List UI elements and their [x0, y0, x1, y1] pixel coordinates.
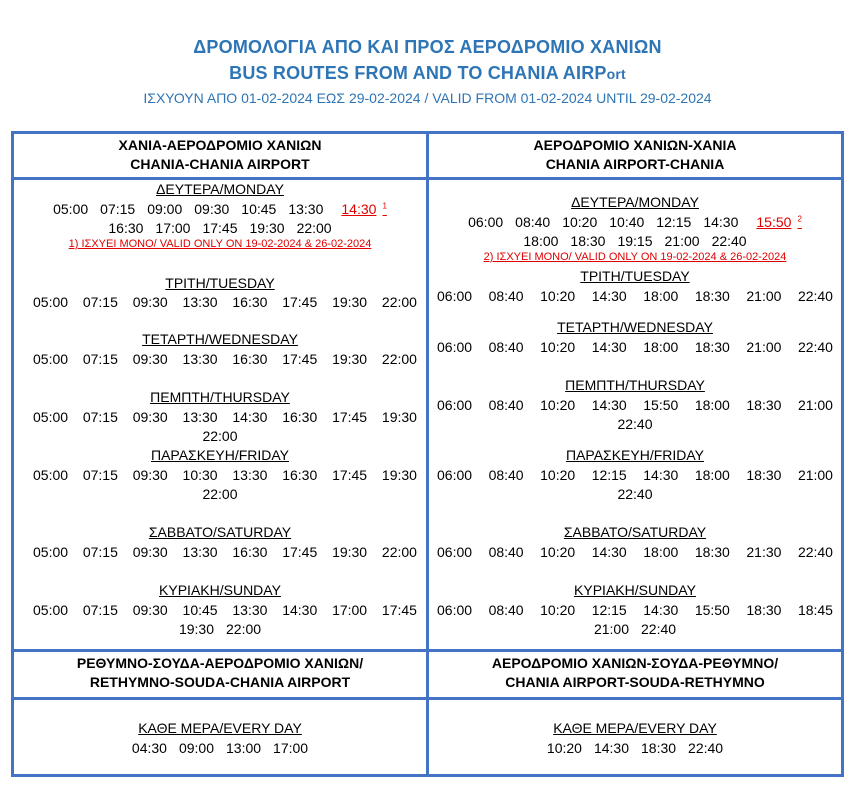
right-monday-label: ΔΕΥΤΕΡΑ/MONDAY	[571, 194, 699, 210]
departure-time: 09:30	[132, 409, 168, 425]
right-route-title	[429, 136, 841, 174]
departure-time: 18:30	[746, 602, 782, 618]
right-route-title-en: CHANIA AIRPORT-CHANIA	[545, 156, 725, 172]
departure-time: 17:00	[332, 602, 368, 618]
departure-time: 12:15	[656, 214, 692, 230]
left-saturday-label: ΣΑΒΒΑΤΟ/SATURDAY	[148, 524, 292, 540]
left-monday-note: 1) ΙΣΧΥΕΙ ΜΟΝΟ/ VALID ONLY ON 19-02-2024 & 26-02-2024	[68, 238, 372, 250]
departure-time: 19:30	[332, 351, 368, 367]
departure-time: 17:45	[381, 602, 417, 618]
footnote-mark: 2	[797, 214, 802, 224]
left-tuesday-row1	[33, 294, 417, 308]
departure-time: 05:00	[33, 351, 69, 367]
departure-time: 16:30	[232, 351, 268, 367]
bottom-right-times	[429, 740, 841, 756]
departure-time: 22:00	[381, 294, 417, 308]
departure-time: 22:00	[381, 544, 417, 560]
departure-time: 22:00	[381, 351, 417, 367]
departure-time: 22:00	[202, 486, 238, 502]
right-monday-row2	[429, 233, 841, 249]
special-time: 15:50	[756, 214, 792, 230]
departure-time: 07:15	[82, 467, 118, 483]
departure-time: 18:00	[523, 233, 559, 249]
departure-time: 09:30	[194, 201, 230, 217]
departure-time: 06:00	[437, 602, 473, 618]
departure-time: 18:45	[797, 602, 833, 618]
departure-time: 10:20	[562, 214, 598, 230]
left-monday-special-time	[335, 201, 387, 217]
right-friday-row1	[437, 467, 833, 483]
departure-time: 15:50	[643, 397, 679, 413]
departure-time: 07:15	[100, 201, 136, 217]
departure-time: 18:30	[641, 740, 677, 756]
departure-time: 07:15	[82, 602, 118, 618]
departure-time: 17:00	[155, 220, 191, 236]
departure-time: 18:00	[643, 339, 679, 355]
departure-time: 13:30	[182, 351, 218, 367]
right-sunday-row2	[429, 621, 841, 637]
right-friday-row2	[429, 486, 841, 502]
departure-time: 13:30	[182, 294, 218, 308]
page-title-english	[0, 63, 855, 84]
departure-time: 21:00	[746, 339, 782, 355]
departure-time: 22:40	[797, 339, 833, 355]
departure-time: 16:30	[282, 409, 318, 425]
left-route-title-gr: ΧΑΝΙΑ-ΑΕΡΟΔΡΟΜΙΟ ΧΑΝΙΩΝ	[118, 137, 322, 153]
right-route-title-gr: ΑΕΡΟΔΡΟΜΙΟ ΧΑΝΙΩΝ-ΧΑΝΙΑ	[533, 137, 737, 153]
right-saturday-row1	[437, 544, 833, 560]
page-title-greek: ΔΡΟΜΟΛΟΓΙΑ ΑΠΟ ΚΑΙ ΠΡΟΣ ΑΕΡΟΔΡΟΜΙΟ ΧΑΝΙΩΝ	[193, 37, 662, 57]
left-monday-row2	[14, 220, 426, 236]
departure-time: 22:40	[617, 486, 653, 502]
departure-time: 22:40	[688, 740, 724, 756]
departure-time: 17:45	[202, 220, 238, 236]
departure-time: 10:20	[540, 288, 576, 304]
departure-time: 16:30	[108, 220, 144, 236]
departure-time: 14:30	[593, 740, 629, 756]
departure-time: 06:00	[437, 397, 473, 413]
departure-time: 10:20	[546, 740, 582, 756]
right-wednesday-label: ΤΕΤΑΡΤΗ/WEDNESDAY	[557, 319, 713, 335]
departure-time: 22:40	[641, 621, 677, 637]
departure-time: 16:30	[282, 467, 318, 483]
departure-time: 14:30	[591, 397, 627, 413]
departure-time: 12:15	[591, 602, 627, 618]
departure-time: 08:40	[488, 467, 524, 483]
left-thursday-row1	[33, 409, 417, 425]
departure-time: 08:40	[488, 602, 524, 618]
departure-time: 09:30	[132, 351, 168, 367]
right-saturday-label: ΣΑΒΒΑΤΟ/SATURDAY	[563, 524, 707, 540]
left-thursday-label: ΠΕΜΠΤΗ/THURSDAY	[150, 389, 290, 405]
departure-time: 19:30	[381, 409, 417, 425]
departure-time: 08:40	[488, 339, 524, 355]
validity-line: ΙΣΧΥΟΥΝ ΑΠΟ 01-02-2024 ΕΩΣ 29-02-2024 / VALID FROM 01-02-2024 UNTIL 29-02-2024	[143, 90, 712, 106]
departure-time: 19:30	[332, 294, 368, 308]
departure-time: 22:40	[797, 544, 833, 560]
right-thursday-row2	[429, 416, 841, 432]
departure-time: 21:00	[593, 621, 629, 637]
timetable-grid	[11, 131, 844, 777]
departure-time: 10:20	[540, 602, 576, 618]
departure-time: 10:20	[540, 397, 576, 413]
bottom-right-title-en: CHANIA AIRPORT-SOUDA-RETHYMNO	[505, 674, 765, 690]
departure-time: 22:40	[711, 233, 747, 249]
left-sunday-row1	[33, 602, 417, 618]
departure-time: 09:00	[178, 740, 214, 756]
departure-time: 22:40	[797, 288, 833, 304]
bottom-left-title-gr: ΡΕΘΥΜΝΟ-ΣΟΥΔΑ-ΑΕΡΟΔΡΟΜΙΟ ΧΑΝΙΩΝ/	[76, 655, 364, 671]
departure-time: 06:00	[437, 467, 473, 483]
departure-time: 18:30	[694, 339, 730, 355]
right-thursday-label: ΠΕΜΠΤΗ/THURSDAY	[565, 377, 705, 393]
departure-time: 10:45	[241, 201, 277, 217]
right-tuesday-label: ΤΡΙΤΗ/TUESDAY	[580, 268, 690, 284]
departure-time: 22:40	[617, 416, 653, 432]
departure-time: 15:50	[694, 602, 730, 618]
departure-time: 10:20	[540, 544, 576, 560]
left-wednesday-label: ΤΕΤΑΡΤΗ/WEDNESDAY	[142, 331, 298, 347]
departure-time: 21:00	[746, 288, 782, 304]
departure-time: 22:00	[296, 220, 332, 236]
departure-time: 16:30	[232, 294, 268, 308]
departure-time: 14:30	[232, 409, 268, 425]
departure-time: 10:45	[182, 602, 218, 618]
departure-time: 17:45	[282, 351, 318, 367]
bottom-left-route-title	[14, 654, 426, 692]
departure-time: 18:00	[643, 288, 679, 304]
departure-time: 19:30	[381, 467, 417, 483]
departure-time: 14:30	[591, 288, 627, 304]
footnote-mark: 1	[382, 201, 387, 211]
departure-time: 13:30	[288, 201, 324, 217]
departure-time: 09:30	[132, 602, 168, 618]
bottom-left-title-en: RETHYMNO-SOUDA-CHANIA AIRPORT	[89, 674, 351, 690]
departure-time: 17:00	[273, 740, 309, 756]
departure-time: 08:40	[488, 544, 524, 560]
departure-time: 14:30	[282, 602, 318, 618]
right-monday-note: 2) ΙΣΧΥΕΙ ΜΟΝΟ/ VALID ONLY ON 19-02-2024 & 26-02-2024	[483, 251, 787, 263]
right-friday-label: ΠΑΡΑΣΚΕΥΗ/FRIDAY	[565, 447, 705, 463]
right-sunday-row1	[437, 602, 833, 618]
left-monday-row1	[14, 201, 426, 217]
departure-time: 05:00	[33, 602, 69, 618]
departure-time: 10:40	[609, 214, 645, 230]
right-sunday-label: ΚΥΡΙΑΚΗ/SUNDAY	[574, 582, 696, 598]
departure-time: 10:20	[540, 467, 576, 483]
left-route-title	[14, 136, 426, 174]
departure-time: 06:00	[437, 544, 473, 560]
departure-time: 17:45	[282, 294, 318, 308]
departure-time: 08:40	[515, 214, 551, 230]
departure-time: 06:00	[468, 214, 504, 230]
departure-time: 08:40	[488, 397, 524, 413]
bottom-right-title-gr: ΑΕΡΟΔΡΟΜΙΟ ΧΑΝΙΩΝ-ΣΟΥΔΑ-ΡΕΘΥΜΝΟ/	[491, 655, 779, 671]
departure-time: 05:00	[33, 467, 69, 483]
title-english-main: BUS ROUTES FROM AND TO CHANIA AIRP	[229, 63, 607, 83]
departure-time: 13:00	[226, 740, 262, 756]
right-wednesday-row1	[437, 339, 833, 355]
bottom-right-everyday-label: ΚΑΘΕ ΜΕΡΑ/EVERY DAY	[553, 720, 717, 736]
departure-time: 05:00	[33, 544, 69, 560]
departure-time: 17:45	[282, 544, 318, 560]
departure-time: 19:30	[249, 220, 285, 236]
departure-time: 17:45	[332, 467, 368, 483]
departure-time: 07:15	[82, 351, 118, 367]
departure-time: 07:15	[82, 409, 118, 425]
left-tuesday-label: ΤΡΙΤΗ/TUESDAY	[165, 275, 275, 291]
departure-time: 10:30	[182, 467, 218, 483]
departure-time: 07:15	[82, 294, 118, 308]
left-route-title-en: CHANIA-CHANIA AIRPORT	[130, 156, 310, 172]
departure-time: 18:00	[643, 544, 679, 560]
departure-time: 19:30	[332, 544, 368, 560]
departure-time: 13:30	[182, 544, 218, 560]
left-friday-row2	[14, 486, 426, 502]
right-monday-row1	[429, 214, 841, 230]
departure-time: 09:30	[132, 294, 168, 308]
departure-time: 22:00	[202, 428, 238, 444]
right-tuesday-row1	[437, 288, 833, 304]
title-english-tail: ort	[606, 66, 626, 82]
departure-time: 18:30	[746, 397, 782, 413]
departure-time: 06:00	[437, 339, 473, 355]
bottom-right-route-title	[429, 654, 841, 692]
departure-time: 18:00	[694, 397, 730, 413]
departure-time: 12:15	[591, 467, 627, 483]
departure-time: 09:30	[132, 544, 168, 560]
left-monday-label: ΔΕΥΤΕΡΑ/MONDAY	[156, 181, 284, 197]
departure-time: 13:30	[232, 467, 268, 483]
special-time: 14:30	[341, 201, 377, 217]
bottom-left-everyday-label: ΚΑΘΕ ΜΕΡΑ/EVERY DAY	[138, 720, 302, 736]
departure-time: 16:30	[232, 544, 268, 560]
departure-time: 10:20	[540, 339, 576, 355]
right-monday-special-time	[750, 214, 802, 230]
left-friday-label: ΠΑΡΑΣΚΕΥΗ/FRIDAY	[150, 447, 290, 463]
left-saturday-row1	[33, 544, 417, 560]
departure-time: 21:00	[664, 233, 700, 249]
departure-time: 08:40	[488, 288, 524, 304]
departure-time: 09:00	[147, 201, 183, 217]
departure-time: 14:30	[643, 602, 679, 618]
departure-time: 05:00	[53, 201, 89, 217]
left-friday-row1	[33, 467, 417, 483]
departure-time: 13:30	[232, 602, 268, 618]
departure-time: 21:00	[797, 467, 833, 483]
bottom-left-times	[14, 740, 426, 756]
departure-time: 07:15	[82, 544, 118, 560]
departure-time: 19:30	[178, 621, 214, 637]
departure-time: 18:30	[570, 233, 606, 249]
departure-time: 09:30	[132, 467, 168, 483]
left-thursday-row2	[14, 428, 426, 444]
departure-time: 21:00	[797, 397, 833, 413]
border-right	[841, 131, 844, 777]
departure-time: 06:00	[437, 288, 473, 304]
departure-time: 05:00	[33, 294, 69, 308]
departure-time: 13:30	[182, 409, 218, 425]
departure-time: 14:30	[591, 544, 627, 560]
departure-time: 17:45	[332, 409, 368, 425]
left-sunday-label: ΚΥΡΙΑΚΗ/SUNDAY	[159, 582, 281, 598]
departure-time: 05:00	[33, 409, 69, 425]
departure-time: 14:30	[643, 467, 679, 483]
departure-time: 14:30	[703, 214, 739, 230]
left-sunday-row2	[14, 621, 426, 637]
departure-time: 19:15	[617, 233, 653, 249]
right-thursday-row1	[437, 397, 833, 413]
departure-time: 22:00	[226, 621, 262, 637]
departure-time: 18:30	[694, 544, 730, 560]
departure-time: 18:00	[694, 467, 730, 483]
departure-time: 14:30	[591, 339, 627, 355]
departure-time: 18:30	[694, 288, 730, 304]
departure-time: 04:30	[131, 740, 167, 756]
departure-time: 21:30	[746, 544, 782, 560]
departure-time: 18:30	[746, 467, 782, 483]
left-wednesday-row1	[33, 351, 417, 367]
